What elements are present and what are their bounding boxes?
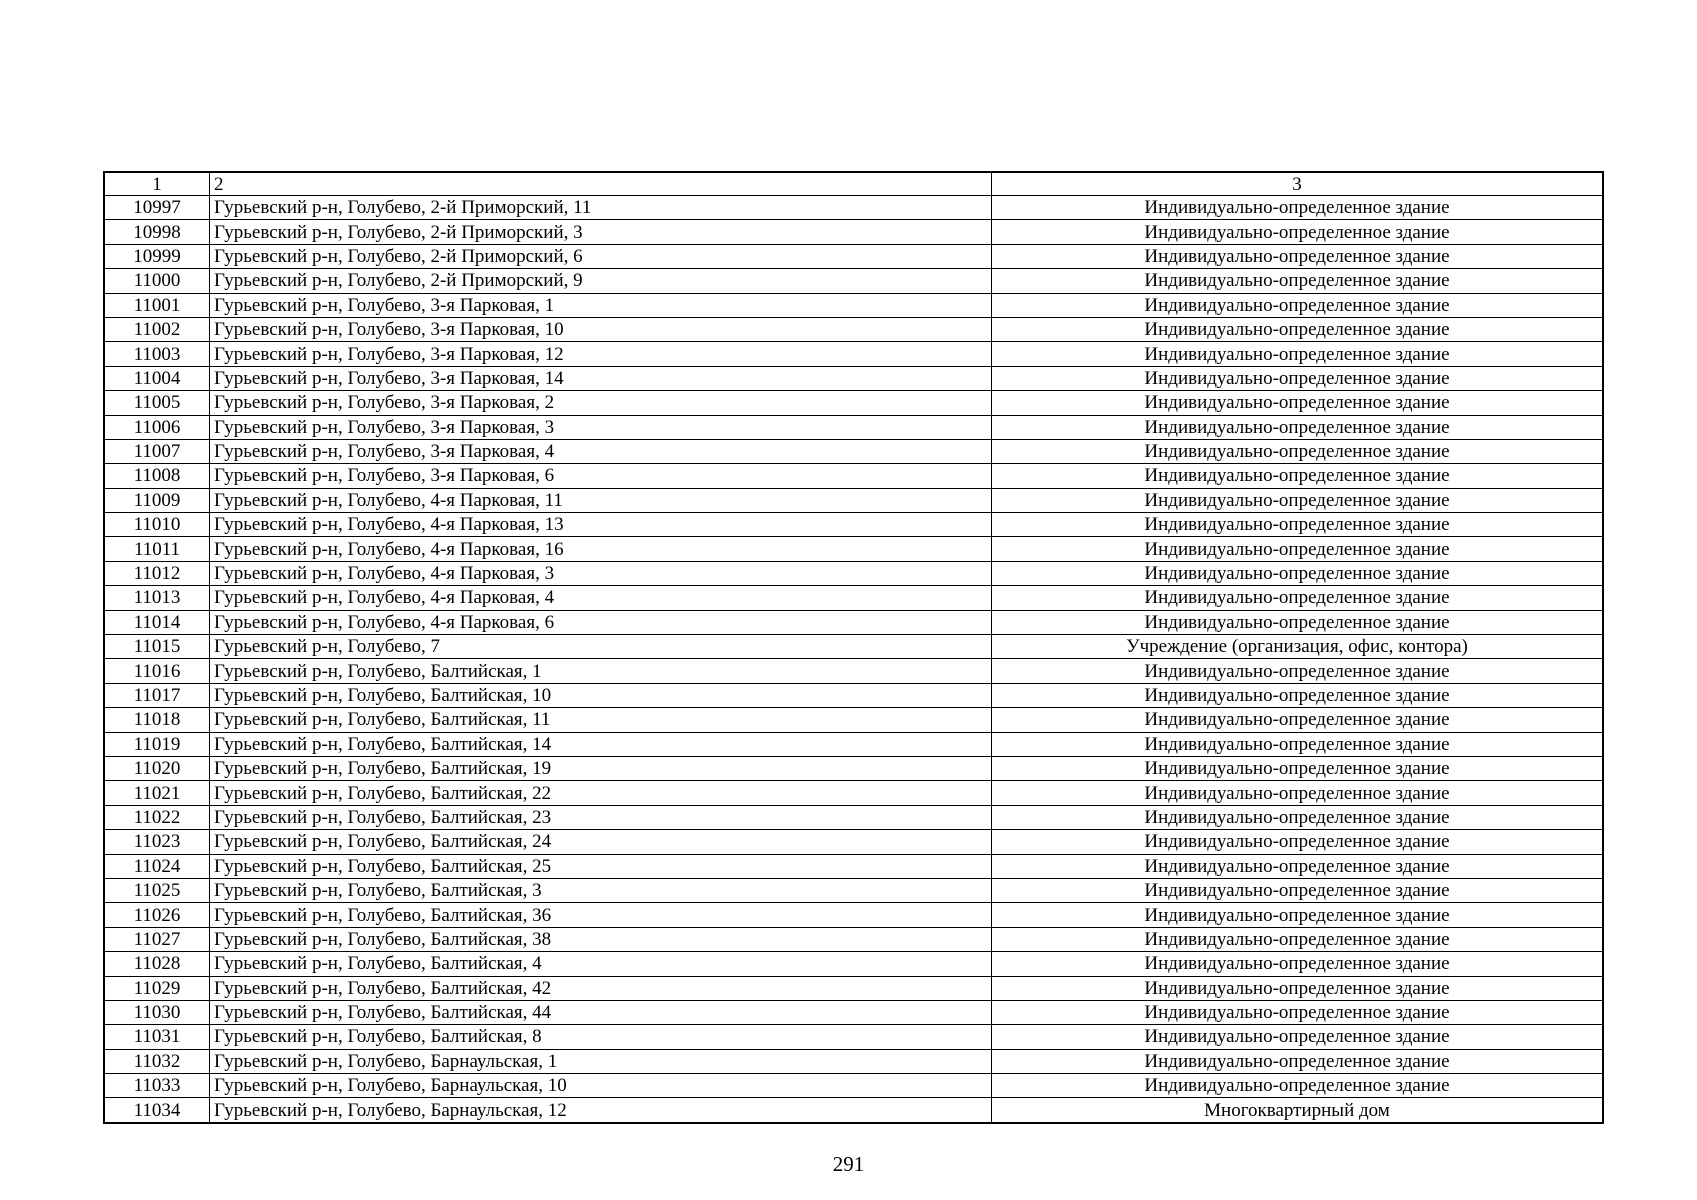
table-row (104, 586, 1603, 610)
column-header-2: 2 (210, 172, 992, 196)
address-cell: Гурьевский р-н, Голубево, 2-й Приморский, 11 (210, 196, 992, 220)
address-cell: Гурьевский р-н, Голубево, 2-й Приморский, 9 (210, 269, 992, 293)
table-row (104, 464, 1603, 488)
table-row (104, 244, 1603, 268)
address-cell: Гурьевский р-н, Голубево, Барнаульская, 12 (210, 1098, 992, 1123)
row-number-cell: 11022 (104, 805, 210, 829)
row-number-cell: 11002 (104, 317, 210, 341)
address-cell: Гурьевский р-н, Голубево, Барнаульская, 1 (210, 1049, 992, 1073)
row-number-cell: 11003 (104, 342, 210, 366)
row-number-cell: 11001 (104, 293, 210, 317)
table-row (104, 293, 1603, 317)
address-cell: Гурьевский р-н, Голубево, 3-я Парковая, 14 (210, 366, 992, 390)
row-number-cell: 11034 (104, 1098, 210, 1123)
row-number-cell: 11011 (104, 537, 210, 561)
row-number-cell: 11027 (104, 927, 210, 951)
address-cell: Гурьевский р-н, Голубево, 3-я Парковая, 6 (210, 464, 992, 488)
row-number-cell: 11009 (104, 488, 210, 512)
table-row (104, 537, 1603, 561)
address-cell: Гурьевский р-н, Голубево, 4-я Парковая, 6 (210, 610, 992, 634)
row-number-cell: 11033 (104, 1074, 210, 1098)
address-cell: Гурьевский р-н, Голубево, Балтийская, 8 (210, 1025, 992, 1049)
table-row (104, 561, 1603, 585)
table-row (104, 854, 1603, 878)
object-type-cell: Учреждение (организация, офис, контора) (992, 635, 1604, 659)
address-cell: Гурьевский р-н, Голубево, 2-й Приморский, 6 (210, 244, 992, 268)
object-type-cell: Индивидуально-определенное здание (992, 537, 1604, 561)
row-number-cell: 11020 (104, 756, 210, 780)
object-type-cell: Индивидуально-определенное здание (992, 952, 1604, 976)
object-type-cell: Индивидуально-определенное здание (992, 293, 1604, 317)
table-row (104, 903, 1603, 927)
object-type-cell: Индивидуально-определенное здание (992, 196, 1604, 220)
address-cell: Гурьевский р-н, Голубево, Балтийская, 23 (210, 805, 992, 829)
object-type-cell: Индивидуально-определенное здание (992, 732, 1604, 756)
object-type-cell: Индивидуально-определенное здание (992, 342, 1604, 366)
address-cell: Гурьевский р-н, Голубево, Балтийская, 22 (210, 781, 992, 805)
table-row (104, 488, 1603, 512)
table-row (104, 1049, 1603, 1073)
table-header-row (104, 172, 1603, 196)
table-row (104, 342, 1603, 366)
address-cell: Гурьевский р-н, Голубево, Балтийская, 10 (210, 683, 992, 707)
address-table (103, 171, 1604, 1124)
object-type-cell: Индивидуально-определенное здание (992, 1074, 1604, 1098)
row-number-cell: 11023 (104, 830, 210, 854)
page-number: 291 (832, 1152, 865, 1176)
row-number-cell: 11030 (104, 1000, 210, 1024)
object-type-cell: Индивидуально-определенное здание (992, 415, 1604, 439)
object-type-cell: Индивидуально-определенное здание (992, 391, 1604, 415)
object-type-cell: Индивидуально-определенное здание (992, 610, 1604, 634)
object-type-cell: Индивидуально-определенное здание (992, 854, 1604, 878)
object-type-cell: Индивидуально-определенное здание (992, 927, 1604, 951)
object-type-cell: Индивидуально-определенное здание (992, 220, 1604, 244)
address-cell: Гурьевский р-н, Голубево, Балтийская, 19 (210, 756, 992, 780)
address-cell: Гурьевский р-н, Голубево, 3-я Парковая, 2 (210, 391, 992, 415)
row-number-cell: 11016 (104, 659, 210, 683)
table-row (104, 708, 1603, 732)
table-row (104, 391, 1603, 415)
row-number-cell: 11014 (104, 610, 210, 634)
row-number-cell: 11029 (104, 976, 210, 1000)
table-row (104, 1025, 1603, 1049)
table-row (104, 683, 1603, 707)
table-row (104, 1000, 1603, 1024)
row-number-cell: 11024 (104, 854, 210, 878)
row-number-cell: 11000 (104, 269, 210, 293)
row-number-cell: 11007 (104, 439, 210, 463)
object-type-cell: Индивидуально-определенное здание (992, 756, 1604, 780)
table-row (104, 1074, 1603, 1098)
object-type-cell: Индивидуально-определенное здание (992, 1000, 1604, 1024)
object-type-cell: Индивидуально-определенное здание (992, 561, 1604, 585)
table-row (104, 878, 1603, 902)
row-number-cell: 11018 (104, 708, 210, 732)
address-cell: Гурьевский р-н, Голубево, 3-я Парковая, 10 (210, 317, 992, 341)
address-cell: Гурьевский р-н, Голубево, Барнаульская, 10 (210, 1074, 992, 1098)
address-cell: Гурьевский р-н, Голубево, 3-я Парковая, 3 (210, 415, 992, 439)
row-number-cell: 11028 (104, 952, 210, 976)
address-cell: Гурьевский р-н, Голубево, 3-я Парковая, 12 (210, 342, 992, 366)
row-number-cell: 11006 (104, 415, 210, 439)
row-number-cell: 11026 (104, 903, 210, 927)
object-type-cell: Индивидуально-определенное здание (992, 317, 1604, 341)
row-number-cell: 11032 (104, 1049, 210, 1073)
object-type-cell: Индивидуально-определенное здание (992, 903, 1604, 927)
table-row (104, 976, 1603, 1000)
address-cell: Гурьевский р-н, Голубево, Балтийская, 24 (210, 830, 992, 854)
column-header-3: 3 (992, 172, 1604, 196)
table-row (104, 756, 1603, 780)
row-number-cell: 11008 (104, 464, 210, 488)
table-row (104, 952, 1603, 976)
row-number-cell: 11004 (104, 366, 210, 390)
object-type-cell: Индивидуально-определенное здание (992, 1049, 1604, 1073)
row-number-cell: 11012 (104, 561, 210, 585)
row-number-cell: 10999 (104, 244, 210, 268)
address-cell: Гурьевский р-н, Голубево, 4-я Парковая, 4 (210, 586, 992, 610)
table-row (104, 220, 1603, 244)
table-row (104, 513, 1603, 537)
table-row (104, 830, 1603, 854)
address-cell: Гурьевский р-н, Голубево, 3-я Парковая, 1 (210, 293, 992, 317)
object-type-cell: Индивидуально-определенное здание (992, 781, 1604, 805)
table-row (104, 732, 1603, 756)
table-row (104, 781, 1603, 805)
object-type-cell: Индивидуально-определенное здание (992, 659, 1604, 683)
object-type-cell: Индивидуально-определенное здание (992, 244, 1604, 268)
address-cell: Гурьевский р-н, Голубево, Балтийская, 25 (210, 854, 992, 878)
object-type-cell: Индивидуально-определенное здание (992, 513, 1604, 537)
address-cell: Гурьевский р-н, Голубево, 4-я Парковая, 11 (210, 488, 992, 512)
object-type-cell: Индивидуально-определенное здание (992, 488, 1604, 512)
row-number-cell: 11019 (104, 732, 210, 756)
address-cell: Гурьевский р-н, Голубево, 3-я Парковая, 4 (210, 439, 992, 463)
row-number-cell: 11025 (104, 878, 210, 902)
address-cell: Гурьевский р-н, Голубево, 4-я Парковая, 16 (210, 537, 992, 561)
table-row (104, 927, 1603, 951)
address-cell: Гурьевский р-н, Голубево, 2-й Приморский, 3 (210, 220, 992, 244)
row-number-cell: 11013 (104, 586, 210, 610)
object-type-cell: Индивидуально-определенное здание (992, 805, 1604, 829)
address-cell: Гурьевский р-н, Голубево, Балтийская, 1 (210, 659, 992, 683)
object-type-cell: Индивидуально-определенное здание (992, 976, 1604, 1000)
object-type-cell: Индивидуально-определенное здание (992, 366, 1604, 390)
row-number-cell: 10998 (104, 220, 210, 244)
address-cell: Гурьевский р-н, Голубево, Балтийская, 14 (210, 732, 992, 756)
row-number-cell: 11017 (104, 683, 210, 707)
address-cell: Гурьевский р-н, Голубево, Балтийская, 11 (210, 708, 992, 732)
object-type-cell: Индивидуально-определенное здание (992, 683, 1604, 707)
address-cell: Гурьевский р-н, Голубево, 4-я Парковая, 3 (210, 561, 992, 585)
address-cell: Гурьевский р-н, Голубево, Балтийская, 42 (210, 976, 992, 1000)
address-cell: Гурьевский р-н, Голубево, Балтийская, 3 (210, 878, 992, 902)
object-type-cell: Индивидуально-определенное здание (992, 586, 1604, 610)
table-row (104, 439, 1603, 463)
table-row (104, 805, 1603, 829)
address-cell: Гурьевский р-н, Голубево, 4-я Парковая, 13 (210, 513, 992, 537)
object-type-cell: Индивидуально-определенное здание (992, 878, 1604, 902)
table-row (104, 659, 1603, 683)
table-body (104, 196, 1603, 1123)
table-row (104, 196, 1603, 220)
row-number-cell: 11021 (104, 781, 210, 805)
row-number-cell: 10997 (104, 196, 210, 220)
table-row (104, 1098, 1603, 1123)
address-cell: Гурьевский р-н, Голубево, Балтийская, 38 (210, 927, 992, 951)
object-type-cell: Индивидуально-определенное здание (992, 269, 1604, 293)
object-type-cell: Индивидуально-определенное здание (992, 1025, 1604, 1049)
table-row (104, 610, 1603, 634)
address-cell: Гурьевский р-н, Голубево, Балтийская, 36 (210, 903, 992, 927)
object-type-cell: Индивидуально-определенное здание (992, 439, 1604, 463)
object-type-cell: Индивидуально-определенное здание (992, 830, 1604, 854)
table-row (104, 366, 1603, 390)
address-cell: Гурьевский р-н, Голубево, Балтийская, 4 (210, 952, 992, 976)
table-row (104, 317, 1603, 341)
object-type-cell: Многоквартирный дом (992, 1098, 1604, 1123)
row-number-cell: 11031 (104, 1025, 210, 1049)
table-row (104, 415, 1603, 439)
object-type-cell: Индивидуально-определенное здание (992, 464, 1604, 488)
column-header-1: 1 (104, 172, 210, 196)
row-number-cell: 11015 (104, 635, 210, 659)
object-type-cell: Индивидуально-определенное здание (992, 708, 1604, 732)
table-row (104, 635, 1603, 659)
table-row (104, 269, 1603, 293)
address-cell: Гурьевский р-н, Голубево, 7 (210, 635, 992, 659)
row-number-cell: 11005 (104, 391, 210, 415)
row-number-cell: 11010 (104, 513, 210, 537)
address-cell: Гурьевский р-н, Голубево, Балтийская, 44 (210, 1000, 992, 1024)
